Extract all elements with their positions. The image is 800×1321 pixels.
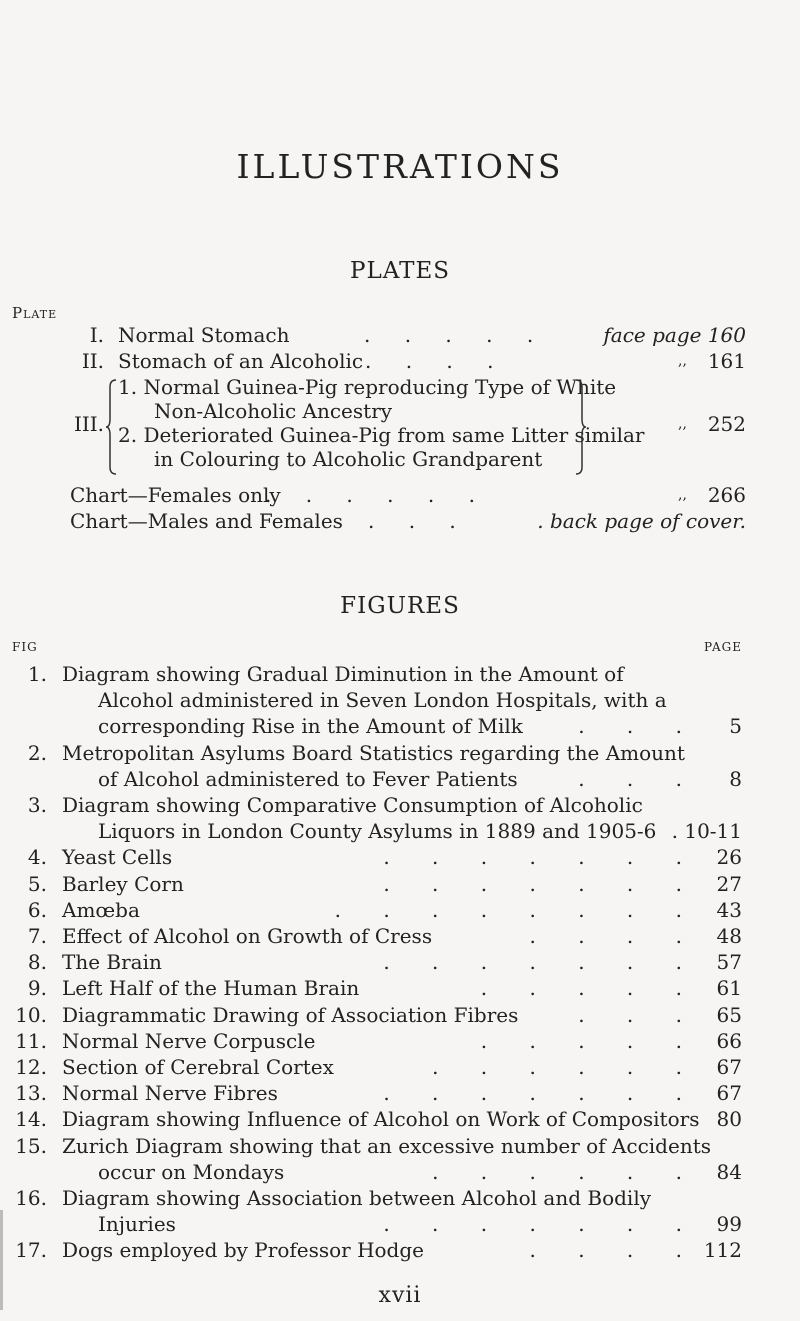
figure-number: 15. bbox=[15, 1133, 47, 1158]
leader-dots: . . . bbox=[578, 714, 700, 739]
leader-dots: . . . bbox=[578, 1002, 700, 1027]
plate-page: 266 bbox=[707, 483, 746, 507]
figure-title: Injuries bbox=[98, 1212, 176, 1237]
plate-subtitle: Non-Alcoholic Ancestry bbox=[154, 399, 393, 423]
figure-entry[interactable] bbox=[0, 741, 800, 793]
figure-title: Left Half of the Human Brain bbox=[62, 976, 360, 1001]
figure-page: 112 bbox=[703, 1238, 742, 1263]
figure-page: 48 bbox=[716, 924, 742, 948]
figure-page: 5 bbox=[729, 714, 742, 739]
figure-title: The Brain bbox=[62, 950, 162, 975]
ditto-mark: ,, bbox=[678, 487, 687, 503]
figure-entry[interactable] bbox=[0, 1186, 800, 1238]
page-title: ILLUSTRATIONS bbox=[236, 147, 564, 186]
leader-dots: . . . bbox=[578, 766, 700, 791]
figure-title: Dogs employed by Professor Hodge bbox=[62, 1238, 425, 1263]
figure-page: 65 bbox=[716, 1002, 742, 1027]
plate-subtitle: in Colouring to Alcoholic Grandparent bbox=[154, 447, 543, 471]
figure-entry[interactable] bbox=[0, 1055, 800, 1081]
figure-number: 4. bbox=[27, 845, 47, 870]
figure-title: Amœba bbox=[62, 897, 140, 922]
figure-number: 1. bbox=[27, 662, 47, 686]
plate-page: 161 bbox=[707, 349, 746, 373]
figure-title: Diagram showing Association between Alcohol and Bodily bbox=[62, 1186, 652, 1210]
leader-dots: . . . . . bbox=[480, 976, 700, 1001]
figure-page: 43 bbox=[716, 897, 742, 922]
figure-number: 13. bbox=[15, 1081, 47, 1106]
figure-title: Section of Cerebral Cortex bbox=[62, 1055, 334, 1079]
figure-entry[interactable] bbox=[0, 976, 800, 1002]
leader-dots: . . . . . bbox=[364, 323, 548, 347]
figure-number: 2. bbox=[27, 740, 47, 765]
figure-title: Diagrammatic Drawing of Association Fibres bbox=[62, 1002, 519, 1027]
figure-title: Metropolitan Asylums Board Statistics regarding the Amount bbox=[62, 740, 685, 765]
figure-entry[interactable] bbox=[0, 950, 800, 976]
figure-number: 8. bbox=[27, 950, 47, 975]
figure-number: 3. bbox=[27, 793, 47, 817]
plates-heading: PLATES bbox=[350, 258, 450, 284]
left-brace bbox=[106, 379, 118, 475]
figure-title: Diagram showing Gradual Diminution in the Amount of bbox=[62, 662, 624, 686]
figure-page: 67 bbox=[716, 1055, 742, 1079]
figure-title: Yeast Cells bbox=[62, 845, 173, 870]
figures-heading: FIGURES bbox=[340, 593, 460, 619]
figure-entry[interactable] bbox=[0, 1029, 800, 1055]
figure-page: 80 bbox=[716, 1107, 742, 1132]
figure-entry[interactable] bbox=[0, 872, 800, 898]
plate-page: 252 bbox=[707, 412, 746, 436]
figure-title: corresponding Rise in the Amount of Milk bbox=[98, 714, 523, 739]
figure-number: 14. bbox=[15, 1107, 47, 1132]
leader-dots: . . . . . . . bbox=[383, 1212, 700, 1237]
figure-page: 57 bbox=[716, 950, 742, 975]
figure-page: . 10-11 bbox=[671, 819, 742, 844]
leader-dots: . . . . . . . bbox=[383, 950, 700, 975]
figure-page: 67 bbox=[716, 1081, 742, 1106]
leader-dots: . . . . . . bbox=[265, 483, 489, 507]
figure-entry[interactable] bbox=[0, 845, 800, 871]
leader-dots: . . . . . . . bbox=[383, 845, 700, 870]
plate-title: Chart—Females only bbox=[70, 483, 281, 507]
figure-entry[interactable] bbox=[0, 1134, 800, 1186]
figure-number: 16. bbox=[15, 1186, 47, 1210]
figure-page: 8 bbox=[729, 766, 742, 791]
figure-number: 12. bbox=[15, 1055, 47, 1079]
ditto-mark: ,, bbox=[678, 353, 687, 369]
ditto-mark: ,, bbox=[678, 416, 687, 432]
figure-entry[interactable] bbox=[0, 1107, 800, 1133]
plate-subtitle: 1. Normal Guinea-Pig reproducing Type of White bbox=[118, 375, 617, 399]
figure-entry[interactable] bbox=[0, 662, 800, 741]
fig-column-label: FIG bbox=[12, 640, 38, 654]
plate-number: III. bbox=[73, 412, 104, 436]
figure-title: Zurich Diagram showing that an excessive number of Accidents bbox=[62, 1133, 711, 1158]
figure-title: Diagram showing Comparative Consumption of Alcoholic bbox=[62, 793, 643, 817]
figure-number: 11. bbox=[15, 1028, 47, 1053]
figure-page: 66 bbox=[716, 1028, 742, 1053]
plate-title: Normal Stomach bbox=[118, 323, 290, 347]
figure-number: 5. bbox=[27, 871, 47, 896]
plate-number: II. bbox=[81, 349, 104, 373]
right-brace bbox=[574, 379, 586, 475]
figure-page: 26 bbox=[716, 845, 742, 870]
figure-title: Diagram showing Influence of Alcohol on Work of Compositors bbox=[62, 1107, 700, 1132]
plate-title: Stomach of an Alcoholic bbox=[118, 349, 364, 373]
figure-entry[interactable] bbox=[0, 924, 800, 950]
leader-dots: . . . . bbox=[529, 924, 700, 948]
plate-page: face page 160 bbox=[603, 323, 746, 347]
figure-entry[interactable] bbox=[0, 1238, 800, 1264]
plate-page: . back page of cover. bbox=[537, 509, 746, 533]
figure-number: 10. bbox=[15, 1002, 47, 1027]
plate-title: Chart—Males and Females bbox=[70, 509, 343, 533]
figure-title: Alcohol administered in Seven London Hospitals, with a bbox=[98, 688, 667, 713]
plate-subtitle: 2. Deteriorated Guinea-Pig from same Litter similar bbox=[118, 423, 645, 447]
figure-entry[interactable] bbox=[0, 793, 800, 845]
figure-page: 61 bbox=[716, 976, 742, 1001]
figure-page: 84 bbox=[716, 1159, 742, 1184]
figure-title: of Alcohol administered to Fever Patients bbox=[98, 766, 518, 791]
leader-dots: . . . . . . . . bbox=[334, 897, 700, 922]
leader-dots: . . . . . . bbox=[432, 1159, 700, 1184]
leader-dots: . . . . bbox=[365, 349, 508, 373]
figure-number: 6. bbox=[27, 897, 47, 922]
figure-title: Normal Nerve Corpuscle bbox=[62, 1028, 316, 1053]
figure-title: Liquors in London County Asylums in 1889 and 1905-6 bbox=[98, 819, 657, 844]
leader-dots: . . . . . . . bbox=[383, 1081, 700, 1106]
leader-dots: . . . . bbox=[529, 1238, 700, 1263]
figure-entry[interactable] bbox=[0, 1081, 800, 1107]
figure-number: 9. bbox=[27, 976, 47, 1001]
plate-number: I. bbox=[89, 323, 104, 347]
leader-dots: . . . . . . bbox=[432, 1055, 700, 1079]
figure-title: Barley Corn bbox=[62, 871, 184, 896]
leader-dots: . . . . . bbox=[480, 1028, 700, 1053]
figure-title: Effect of Alcohol on Growth of Cress bbox=[62, 924, 433, 948]
page-folio: xvii bbox=[378, 1283, 422, 1308]
figure-title: occur on Mondays bbox=[98, 1159, 285, 1184]
figure-entry[interactable] bbox=[0, 898, 800, 924]
plate-column-label: Plate bbox=[12, 304, 58, 322]
figure-number: 17. bbox=[15, 1238, 47, 1263]
leader-dots: . . . bbox=[368, 509, 470, 533]
plate-entry-3[interactable] bbox=[58, 375, 746, 475]
figure-title: Normal Nerve Fibres bbox=[62, 1081, 278, 1106]
figure-page: 99 bbox=[716, 1212, 742, 1237]
page-column-label: PAGE bbox=[704, 640, 742, 654]
figure-entry[interactable] bbox=[0, 1003, 800, 1029]
figure-page: 27 bbox=[716, 871, 742, 896]
leader-dots: . . . . . . . bbox=[383, 871, 700, 896]
figure-number: 7. bbox=[27, 924, 47, 948]
